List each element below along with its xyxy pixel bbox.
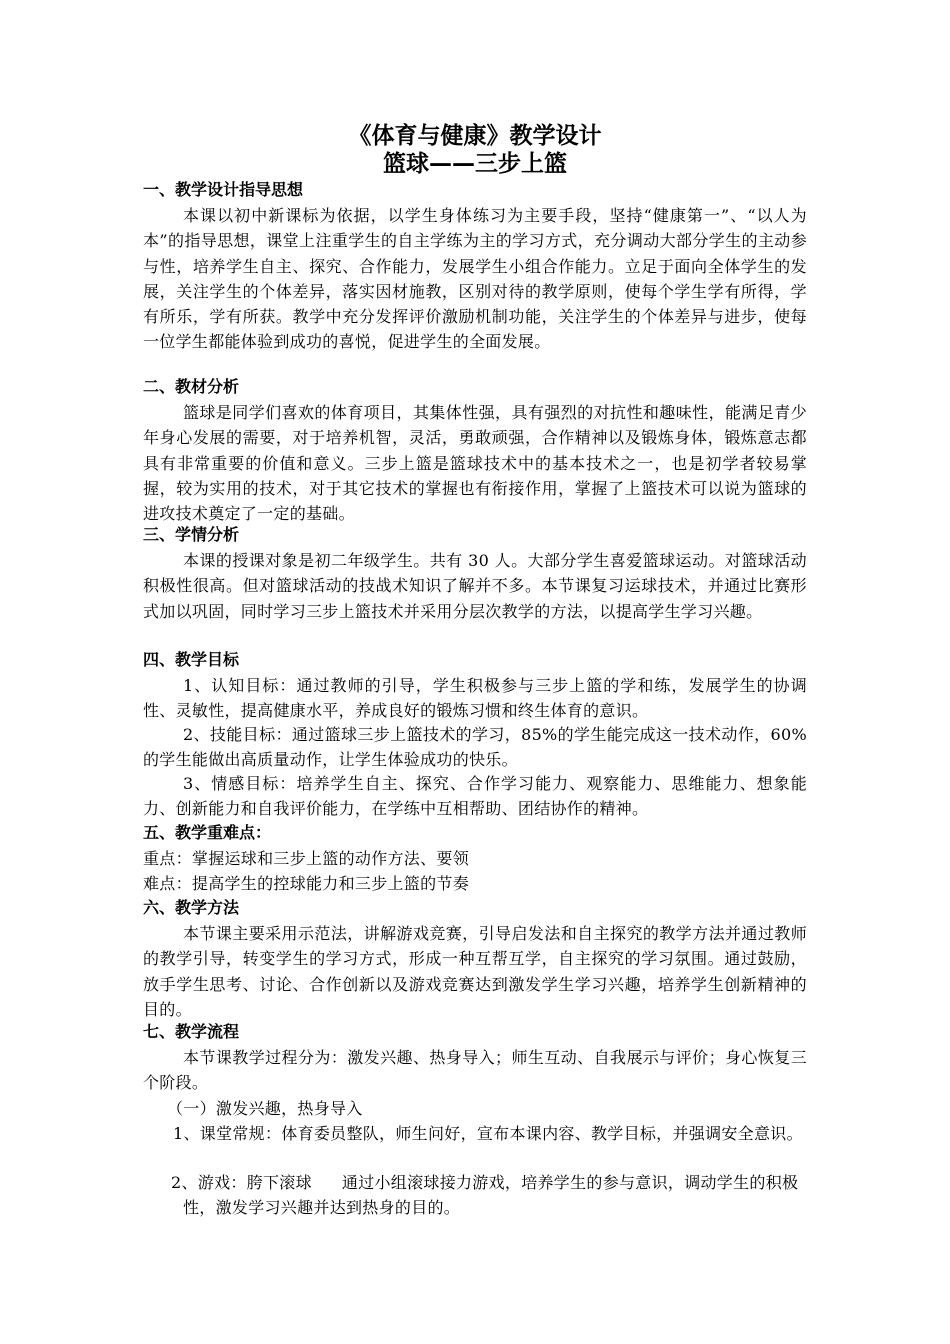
process-item-game-text: 通过小组滚球接力游戏，培养学生的参与意识，调动学生的积极性，激发学习兴趣并达到热身的目的。 xyxy=(183,1173,799,1218)
section-heading-guiding-idea: 一、教学设计指导思想 xyxy=(143,180,304,199)
section-paragraph-guiding-idea: 本课以初中新课标为依据，以学生身体练习为主要手段，坚持“健康第一”、“以人为本”的指导思想，课堂上注重学生的自主学练为主的学习方式，充分调动大部分学生的主动参与性，培养学生自主、探究、合作能力，发展学生小组合作能力。立足于面向全体学生的发展，关注学生的个体差异，落实因材施教，区别对待的教学原则，使每个学生学有所得，学有所乐，学有所获。教学中充分发挥评价激励机制功能，关注学生的个体差异与进步，使每一位学生都能体验到成功的喜悦，促进学生的全面发展。 xyxy=(143,206,807,352)
document-subtitle: 篮球——三步上篮 xyxy=(383,151,567,177)
section-heading-material-analysis: 二、教材分析 xyxy=(143,377,240,396)
process-stage-heading: （一）激发兴趣，热身导入 xyxy=(167,1099,363,1118)
difficult-point-line: 难点：提高学生的控球能力和三步上篮的节奏 xyxy=(143,874,470,893)
section-heading-teaching-goals: 四、教学目标 xyxy=(143,650,240,669)
section-paragraph-material-analysis: 篮球是同学们喜欢的体育项目，其集体性强，具有强烈的对抗性和趣味性，能满足青少年身心发展的需要，对于培养机智，灵活，勇敢顽强，合作精神以及锻炼身体，锻炼意志都具有非常重要的价值和意义。三步上篮是篮球技术中的基本技术之一，也是初学者较易掌握，较为实用的技术，对于其它技术的掌握也有衔接作用，掌握了上篮技术可以说为篮球的进攻技术奠定了一定的基础。 xyxy=(143,403,807,524)
goal-emotional: 3、情感目标：培养学生自主、探究、合作学习能力、观察能力、思维能力、想象能力、创新能力和自我评价能力，在学练中互相帮助、团结协作的精神。 xyxy=(143,774,807,819)
process-item-game xyxy=(143,1170,807,1221)
goal-cognitive: 1、认知目标：通过教师的引导，学生积极参与三步上篮的学和练，发展学生的协调性、灵敏性，提高健康水平，养成良好的锻炼习惯和终生体育的意识。 xyxy=(143,676,807,721)
section-heading-student-analysis: 三、学情分析 xyxy=(143,525,240,544)
section-paragraph-teaching-process: 本节课教学过程分为：激发兴趣、热身导入；师生互动、自我展示与评价；身心恢复三个阶段。 xyxy=(143,1048,807,1093)
section-paragraph-teaching-method: 本节课主要采用示范法，讲解游戏竞赛，引导启发法和自主探究的教学方法并通过教师的教学引导，转变学生的学习方式，形成一种互帮互学，自主探究的学习氛围。通过鼓励，放手学生思考、讨论、合作创新以及游戏竞赛达到激发学生学习兴趣，培养学生创新精神的目的。 xyxy=(143,924,807,1019)
key-point-line: 重点：掌握运球和三步上篮的动作方法、要领 xyxy=(143,849,470,868)
section-heading-teaching-method: 六、教学方法 xyxy=(143,898,240,917)
section-paragraph-student-analysis: 本课的授课对象是初二年级学生。共有 30 人。大部分学生喜爱篮球运动。对篮球活动积极性很高。但对篮球活动的技战术知识了解并不多。本节课复习运球技术，并通过比赛形式加以巩固，同时学习三步上篮技术并采用分层次教学的方法，以提高学生学习兴趣。 xyxy=(143,551,807,621)
process-item-routine: 1、课堂常规：体育委员整队，师生问好，宣布本课内容、教学目标，并强调安全意识。 xyxy=(173,1124,803,1143)
process-item-game-label: 2、游戏：胯下滚球 xyxy=(171,1173,312,1192)
section-heading-key-points: 五、教学重难点： xyxy=(143,823,272,842)
goal-skill: 2、技能目标：通过篮球三步上篮技术的学习，85%的学生能完成这一技术动作，60%的学生能做出高质量动作，让学生体验成功的快乐。 xyxy=(143,725,807,770)
document-title: 《体育与健康》教学设计 xyxy=(348,123,602,149)
section-heading-teaching-process: 七、教学流程 xyxy=(143,1022,240,1041)
